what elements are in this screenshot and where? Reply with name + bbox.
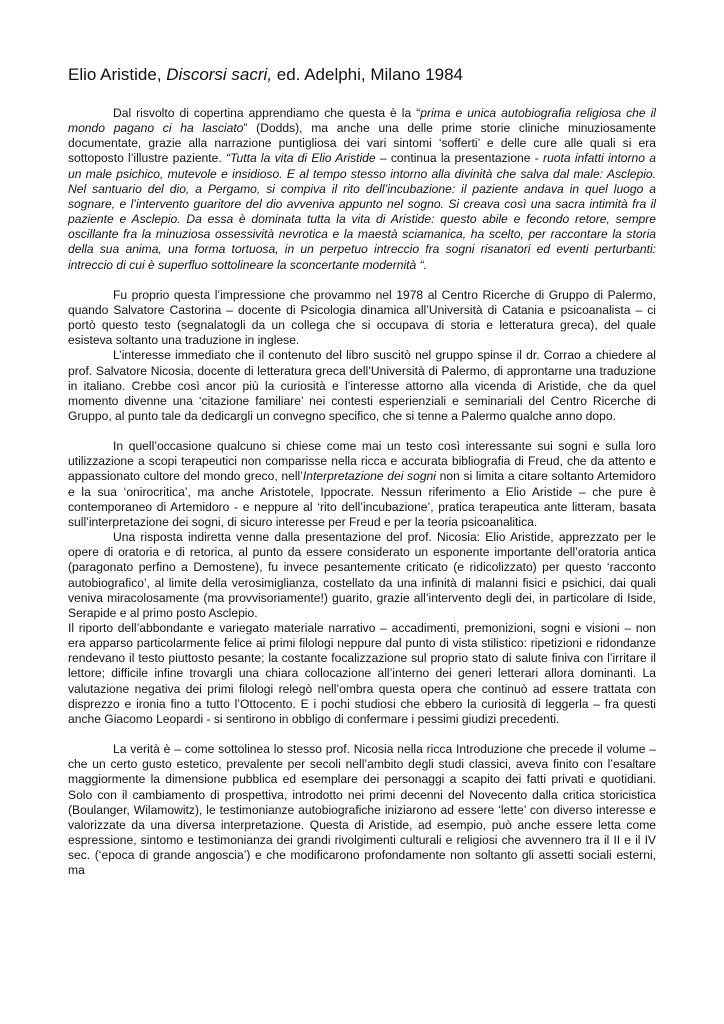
- text-run: non si limita a citare soltanto Artemidoro e la sua ‘onirocritica’, ma anche Aristotele, Ippocrate. Nessun riferimento a Elio Aristide – che pure è contemporaneo di Artemidoro - e neppure al ‘rito dell’incubazione’, pratica terapeutica ante litteram, basata sull’interpretazione dei sogni, di sicuro interesse per Freud e per la teoria psicoanalitica.: [68, 469, 656, 529]
- text-run: ” (Dodds), ma anche una delle prime storie cliniche minuziosamente documentate, grazie alla narrazione puntigliosa dei vari sintomi ‘sofferti’ e delle cure alle quali si era sottoposto l’illustre paziente.: [68, 121, 657, 166]
- text-run: Dal risvolto di copertina apprendiamo che questa è la “: [113, 106, 421, 120]
- text-run: Una risposta indiretta venne dalla presentazione del prof. Nicosia: Elio Aristide, apprezzato per le opere di oratoria e di retorica, al punto da essere considerato un esponente importante dell’oratoria antica (paragonato perfino a Demostene), fu invece pesantemente criticato (e ridicolizzato) per questo ‘racconto autobiografico’, al limite della verosimiglianza, costellato da una infinità di malanni fisici e psichici, dai quali veniva miracolosamente (ma provvisoriamente!) guarito, grazie all’intervento degli dei, in particolare di Iside, Serapide e al primo posto Asclepio.: [68, 530, 656, 620]
- title-author: Elio Aristide,: [68, 65, 167, 84]
- text-run: In quell’occasione qualcuno si chiese come mai un testo così interessante sui sogni e sulla loro utilizzazione a scopi terapeutici non comparisse nella ricca e accurata bibliografia di Freud, che da attento e appassionato cultore del mondo greco, nell’: [68, 439, 656, 484]
- text-run: Il riporto dell’abbondante e variegato materiale narrativo – accadimenti, premonizioni, sogni e visioni – non era apparso particolarmente felice ai primi filologi neppure dal punto di vista stilistico: ripetizioni e ridondanze rendevano il testo piuttosto pesante; la costante focalizzazione sul proprio stato di salute finiva con l’irritare il lettore; difficile infine trovargli una chiara collocazione all’interno dei generi letterari allora dominanti. La valutazione negativa dei primi filologi relegò nell’ombra questa opera che continuò ad essere trattata con disprezzo e ironia fino a tutto l’Ottocento. E i pochi studiosi che ebbero la curiosità di leggerla – fra questi anche Giacomo Leopardi - si sentirono in obbligo di confermare i pessimi giudizi precedenti.: [68, 621, 656, 726]
- italic-text: ruota infatti intorno a un male psichico, mutevole e insidioso. E al tempo stesso intorno alla divinità che salva dal male: Asclepio. Nel santuario del dio, a Pergamo, si compiva il rito dell’incubazione: il paziente andava in quel luogo a sognare, e l’intervento guaritore del dio avveniva appunto nel sogno. Si creava così una sacra intimità fra il paziente e Asclepio. Da essa è dominata tutta la vita di Aristide: questo abile e fecondo retore, sempre oscillante fra la minuziosa ossessività nevrotica e la maestà sciamanica, ha scelto, per raccontare la storia della sua anima, una forma tortuosa, in un perpetuo intreccio fra sogni risanatori ed eventi perturbanti: intreccio di cui è superfluo sottolineare la sconcertante modernità “.: [68, 151, 656, 272]
- italic-text: “Tutta la vita di Elio Aristide: [225, 151, 376, 166]
- body-text: [68, 106, 656, 879]
- document-page: [68, 64, 656, 879]
- title-publisher: ed. Adelphi, Milano 1984: [272, 65, 463, 84]
- italic-text: prima e unica autobiografia religiosa che il mondo pagano ci ha lasciato: [68, 106, 656, 136]
- paragraph: [68, 530, 656, 621]
- title-work: Discorsi sacri,: [166, 65, 273, 84]
- document-title: [68, 64, 656, 86]
- paragraph: [68, 288, 656, 349]
- text-run: – continua la presentazione -: [375, 151, 544, 166]
- paragraph: [68, 742, 656, 878]
- paragraph: [68, 106, 656, 273]
- paragraph: [68, 621, 656, 727]
- text-run: Fu proprio questa l’impressione che provammo nel 1978 al Centro Ricerche di Gruppo di Palermo, quando Salvatore Castorina – docente di Psicologia dinamica all’Università di Catania e psicoanalista – ci portò questo testo (segnalatogli da un collega che si occupava di storia e letteratura greca), del quale esisteva soltanto una traduzione in inglese.: [68, 287, 656, 348]
- italic-text: Interpretazione dei sogni: [302, 469, 436, 484]
- paragraph: [68, 439, 656, 530]
- text-run: La verità è – come sottolinea lo stesso prof. Nicosia nella ricca Introduzione che precede il volume – che un certo gusto estetico, prevalente per secoli nell’ambito degli studi classici, aveva finito con l’esaltare maggiormente la dimensione pubblica ed esemplare dei personaggi a scapito dei fatti privati e quotidiani. Solo con il cambiamento di prospettiva, introdotto nei primi decenni del Novecento dalla critica storicistica (Boulanger, Wilamowitz), le testimonianze autobiografiche iniziarono ad essere ‘lette’ con diverso interesse e valorizzate da una diversa interpretazione. Questa di Aristide, ad esempio, può anche essere letta come espressione, sintomo e testimonianza dei grandi rivolgimenti culturali e religiosi che avvennero tra il II e il IV sec. (‘epoca di grande angoscia’) e che modificarono profondamente non soltanto gli assetti sociali esterni, ma: [68, 742, 656, 878]
- paragraph: [68, 348, 656, 424]
- text-run: L’interesse immediato che il contenuto del libro suscitò nel gruppo spinse il dr. Corrao a chiedere al prof. Salvatore Nicosia, docente di letteratura greca dell’Università di Palermo, di approntarne una traduzione in italiano. Crebbe così ancor più la curiosità e l’interesse attorno alla vicenda di Aristide, che da quel momento divenne una ‘citazione familiare’ nei contesti esperienziali e seminariali del Centro Ricerche di Gruppo, al punto tale da dedicargli un convegno specifico, che si tenne a Palermo qualche anno dopo.: [68, 348, 656, 423]
